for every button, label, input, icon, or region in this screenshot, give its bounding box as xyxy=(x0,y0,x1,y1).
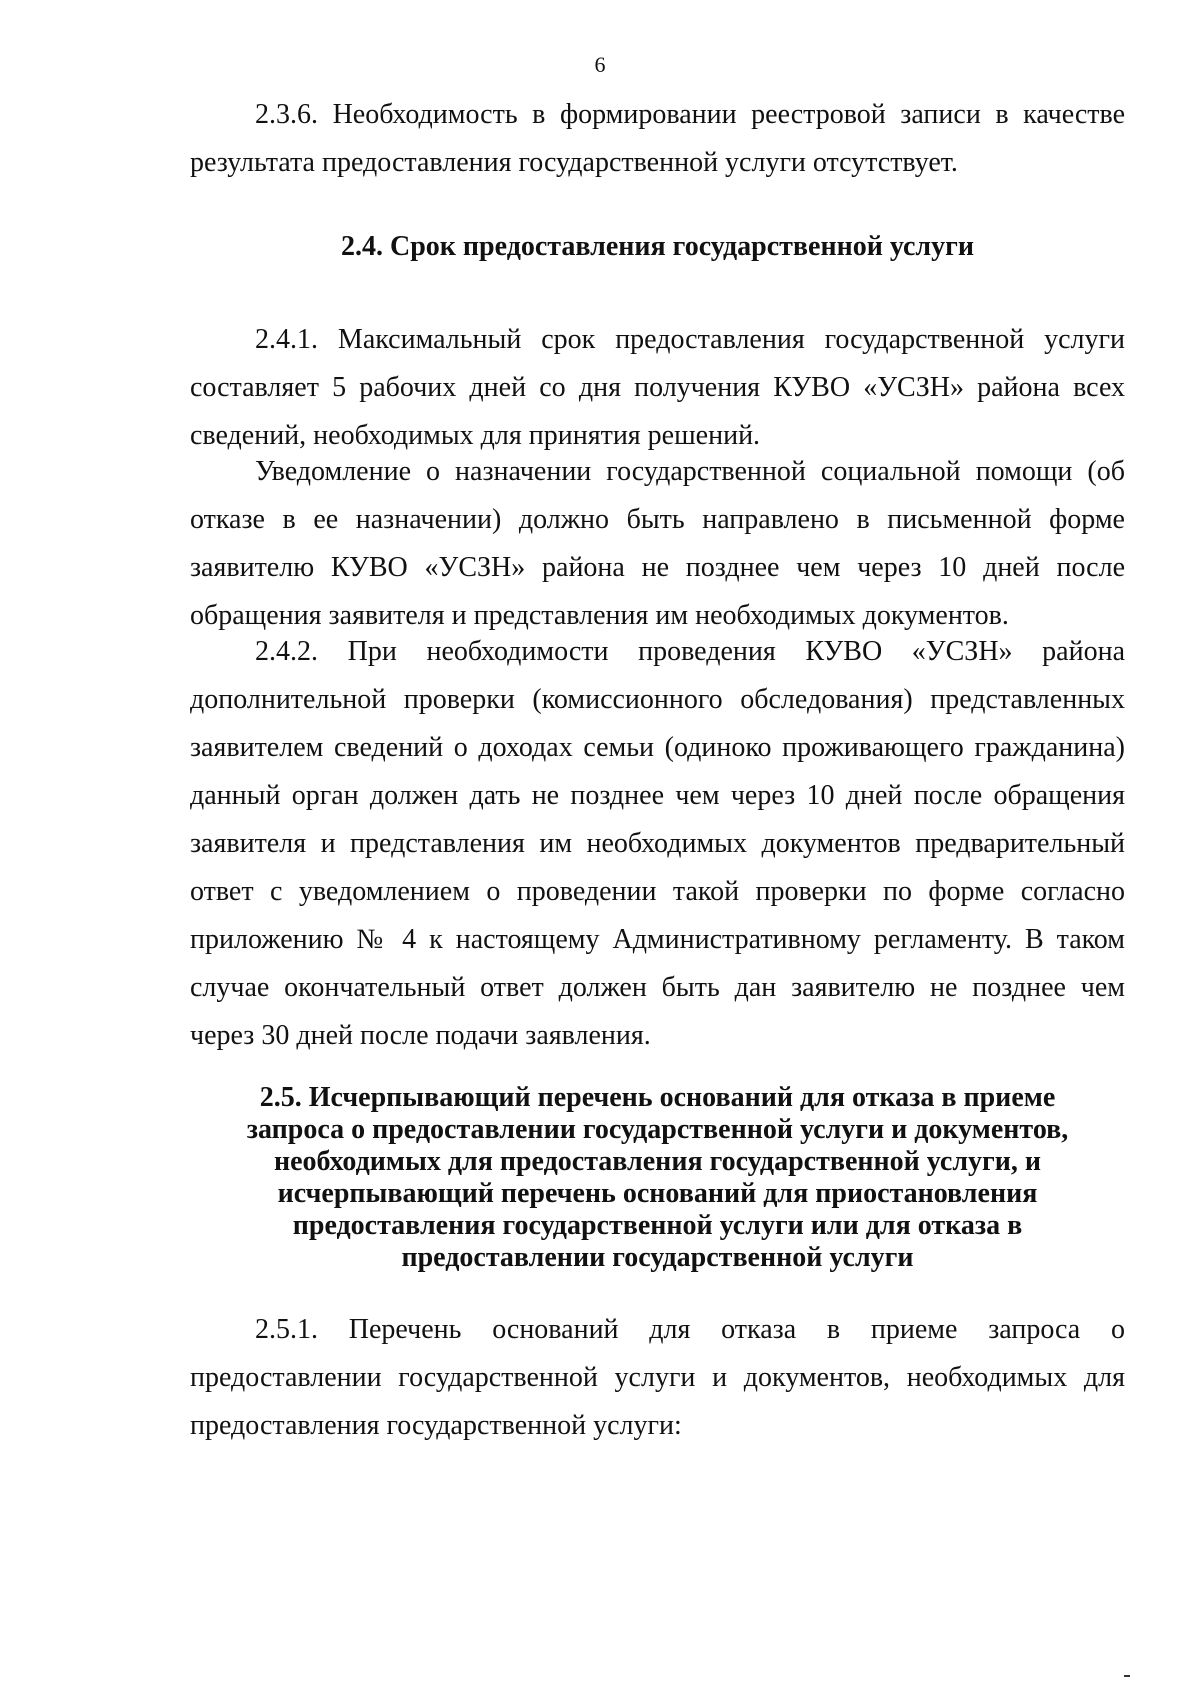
paragraph-2-4-2: 2.4.2. При необходимости проведения КУВО «УСЗН» района дополнительной проверки (комиссионного обследования) представленных заявителем сведений о доходах семьи (одиноко проживающего гражданина) данный орган должен дать не позднее чем через 10 дней после обращения заявителя и представления им необходимых документов предварительный ответ с уведомлением о проведении такой проверки по форме согласно приложению № 4 к настоящему Административному регламенту. В таком случае окончательный ответ должен быть дан заявителю не позднее чем через 30 дней после подачи заявления. xyxy=(190,636,1125,1051)
heading-2-5-line-5: предоставления государственной услуги или для отказа в xyxy=(292,1210,1023,1241)
page-number: 6 xyxy=(594,52,606,77)
heading-2-5-line-4: исчерпывающий перечень оснований для приостановления xyxy=(277,1178,1038,1209)
paragraph-2-5-1: 2.5.1. Перечень оснований для отказа в приеме запроса о предоставлении государственной услуги и документов, необходимых для предоставления государственной услуги: xyxy=(190,1314,1125,1441)
paragraph-2-4-1: 2.4.1. Максимальный срок предоставления государственной услуги составляет 5 рабочих дней со дня получения КУВО «УСЗН» района всех сведений, необходимых для принятия решений. xyxy=(190,324,1125,451)
heading-2-5-line-2: запроса о предоставлении государственной услуги и документов, xyxy=(246,1114,1069,1145)
scan-mark xyxy=(1124,1675,1130,1677)
section-heading-2-4: 2.4. Срок предоставления государственной услуги xyxy=(341,231,974,262)
heading-2-5-line-3: необходимых для предоставления государственной услуги, и xyxy=(273,1146,1042,1177)
paragraph-2-3-6: 2.3.6. Необходимость в формировании реестровой записи в качестве результата предоставления государственной услуги отсутствует. xyxy=(190,99,1125,178)
paragraph-notice: Уведомление о назначении государственной социальной помощи (об отказе в ее назначении) должно быть направлено в письменной форме заявителю КУВО «УСЗН» района не позднее чем через 10 дней после обращения заявителя и представления им необходимых документов. xyxy=(190,456,1125,631)
heading-2-5-line-1: 2.5. Исчерпывающий перечень оснований для отказа в приеме xyxy=(259,1082,1056,1113)
heading-2-5-line-6: предоставлении государственной услуги xyxy=(401,1242,914,1273)
section-heading-2-5 xyxy=(190,1082,1125,1274)
